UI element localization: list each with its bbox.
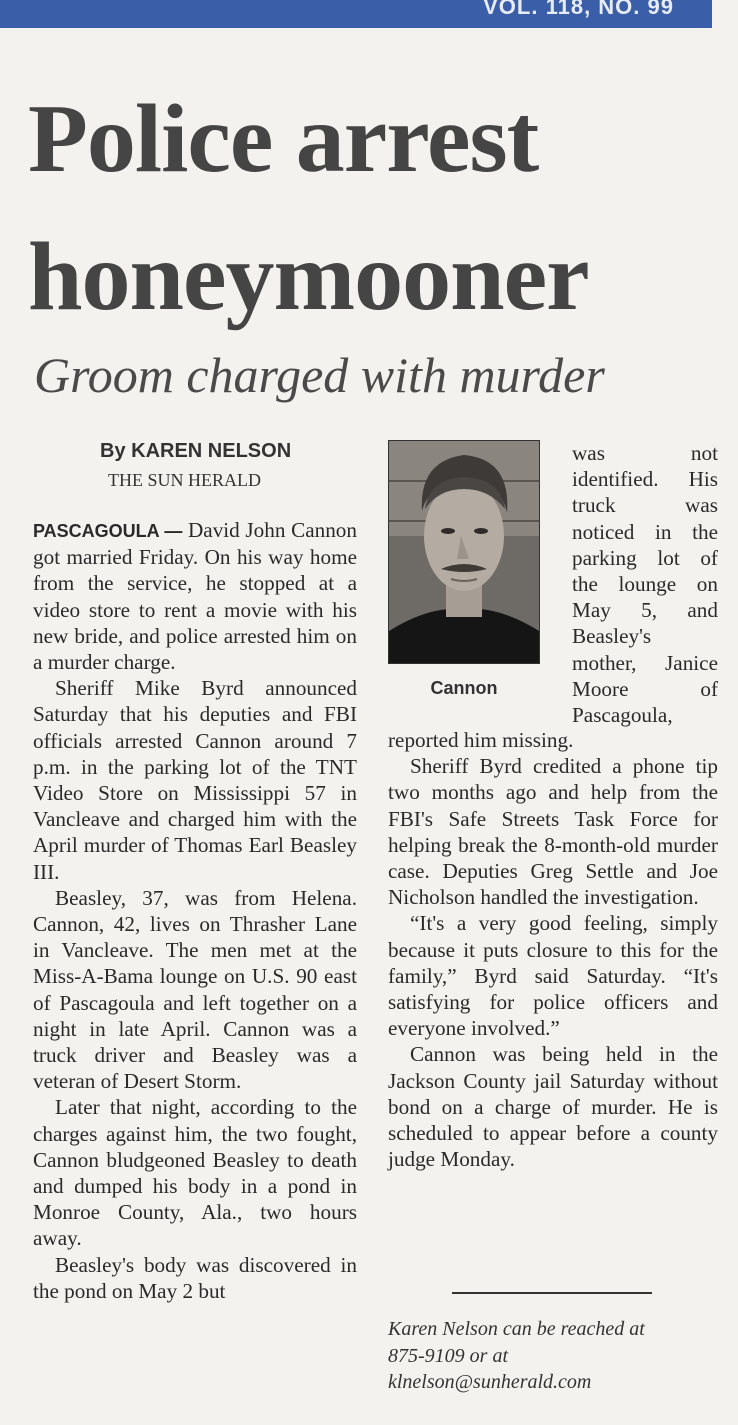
paragraph: Sheriff Byrd credited a phone tip two months ago and help from the FBI's Safe Streets Task Force for helping break the 8-month-old murder case. Deputies Greg Settle and Joe Nicholson handled the investigation. (388, 754, 718, 910)
headline (28, 70, 728, 346)
mugshot-image (389, 441, 539, 663)
paragraph: Cannon was being held in the Jackson County jail Saturday without bond on a charge of murder. He is scheduled to appear before a county judge Monday. (388, 1042, 718, 1172)
wrapped-text: was not identified. His truck was noticed in the parking lot of the lounge on May 5, and Beasley's mother, Janice Moore of Pascagoula, (572, 441, 718, 728)
masthead-bar (0, 0, 712, 28)
author-contact (388, 1316, 718, 1396)
dateline: PASCAGOULA — (33, 521, 183, 541)
continued-text: reported him missing. (388, 728, 574, 752)
contact-line: Karen Nelson can be reached at (388, 1318, 645, 1340)
paragraph: Beasley, 37, was from Helena. Cannon, 42, lives on Thrasher Lane in Vancleave. The men met at the Miss-A-Bama lounge on U.S. 90 east of Pascagoula and left together on a night in late April. Cannon was a truck driver and Beasley was a veteran of Desert Storm. (33, 885, 357, 1094)
volume-number: VOL. 118, NO. 99 (483, 0, 674, 19)
contact-email: klnelson@sunherald.com (388, 1371, 592, 1393)
paragraph: Later that night, according to the charges against him, the two fought, Cannon bludgeoned Beasley to death and dumped his body in a pond in Monroe County, Ala., two hours away. (33, 1095, 357, 1251)
headline-line-2: honeymooner (28, 223, 589, 331)
headline-line-1: Police arrest (28, 85, 539, 193)
article-column-2 (388, 727, 718, 1172)
paragraph: “It's a very good feeling, simply because it puts closure to this for the family,” Byrd said Saturday. “It's satisfying for police officers and everyone involved.” (388, 911, 718, 1041)
divider (452, 1292, 652, 1294)
paragraph: Sheriff Mike Byrd announced Saturday that his deputies and FBI officials arrested Cannon around 7 p.m. in the parking lot of the TNT Video Store on Mississippi 57 in Vancleave and charged him with the April murder of Thomas Earl Beasley III. (33, 676, 357, 884)
photo-caption: Cannon (430, 678, 498, 698)
subheadline: Groom charged with murder (34, 347, 605, 403)
lead-text: David John Cannon got married Friday. On his way home from the service, he stopped at a video store to rent a movie with his new bride, and police arrested him on a murder charge. (33, 518, 357, 675)
publication-name: THE SUN HERALD (108, 470, 261, 490)
article-column-1 (33, 517, 357, 1304)
byline: By KAREN NELSON (100, 440, 292, 462)
article-column-2-wrap (572, 440, 718, 728)
contact-phone: 875-9109 or at (388, 1344, 508, 1367)
paragraph: Beasley's body was discovered in the pond on May 2 but (33, 1252, 357, 1303)
lead-paragraph (33, 517, 357, 675)
mugshot-photo (388, 440, 540, 664)
